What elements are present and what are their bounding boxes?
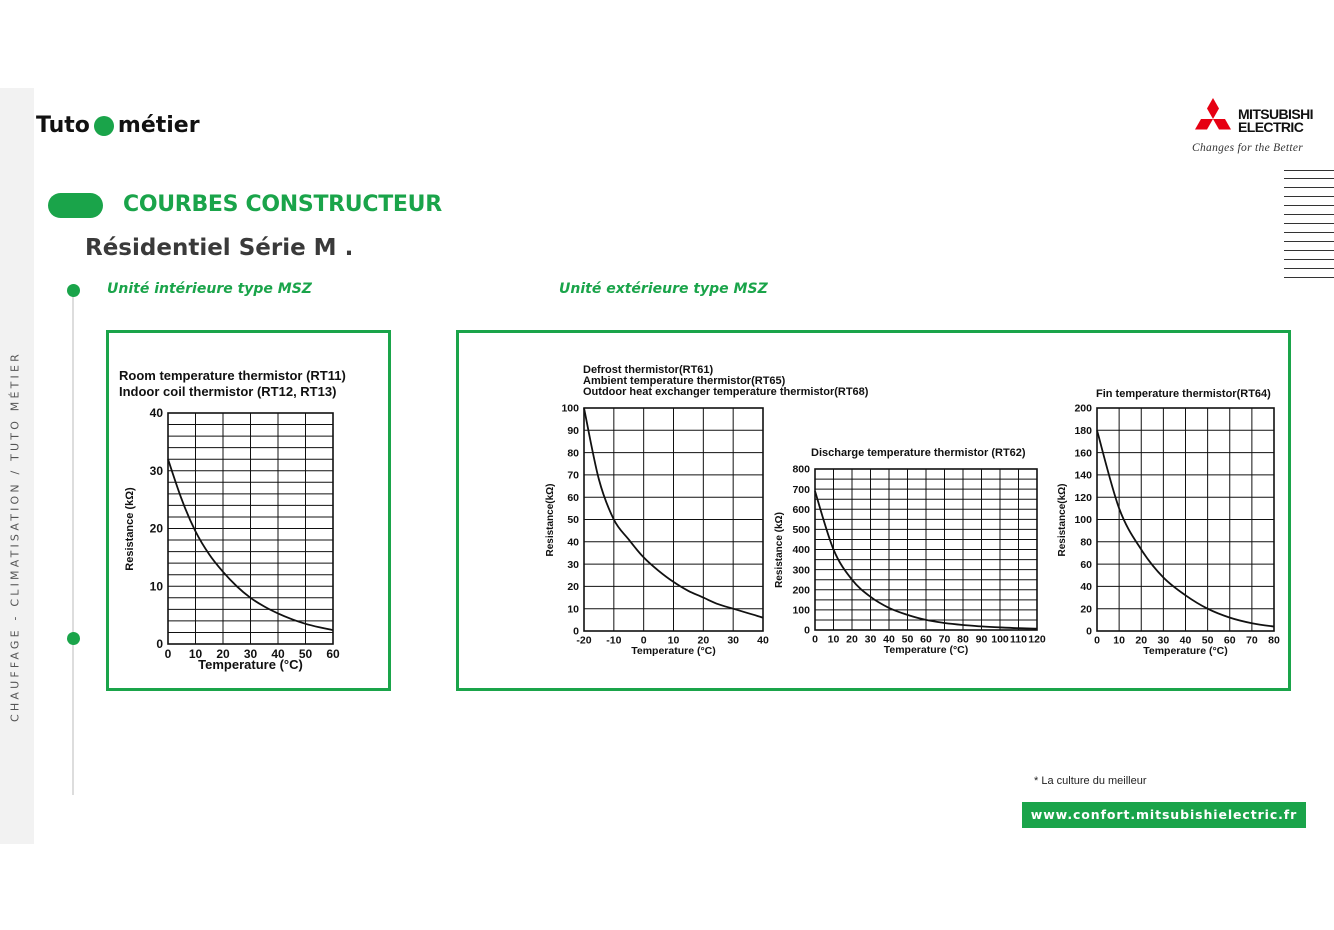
website-link[interactable]: www.confort.mitsubishielectric.fr	[1022, 802, 1306, 828]
x-tick-label: 50	[901, 633, 914, 646]
x-tick-label: 60	[326, 647, 340, 661]
x-tick-label: 70	[938, 633, 951, 646]
y-tick-label: 0	[804, 624, 810, 637]
y-tick-label: 20	[149, 521, 163, 536]
y-tick-label: 30	[149, 463, 163, 478]
x-tick-label: 0	[1094, 634, 1100, 647]
logo-word-2: ELECTRIC	[1238, 119, 1304, 135]
x-axis-label: Temperature (°C)	[198, 657, 303, 672]
y-tick-label: 120	[1074, 491, 1092, 504]
x-tick-label: 50	[1201, 634, 1214, 647]
x-tick-label: 40	[883, 633, 895, 646]
x-tick-label: 10	[188, 647, 203, 661]
brand-word-right: métier	[117, 113, 200, 138]
y-tick-label: 90	[567, 424, 579, 437]
x-tick-label: 20	[216, 647, 230, 661]
decor-line	[1284, 178, 1334, 179]
x-tick-label: 40	[757, 634, 769, 647]
x-tick-label: 30	[243, 647, 258, 661]
x-tick-label: 90	[975, 633, 988, 646]
y-tick-label: 20	[567, 581, 579, 594]
y-tick-label: 300	[792, 564, 810, 577]
subtitle-outdoor: Unité extérieure type MSZ	[559, 281, 768, 297]
chart-title: Outdoor heat exchanger temperature thermistor(RT68)	[583, 386, 869, 398]
decor-line	[1284, 214, 1334, 215]
x-tick-label: 70	[1246, 634, 1258, 647]
y-tick-label: 100	[792, 604, 810, 617]
x-tick-label: 80	[957, 633, 969, 646]
y-tick-label: 800	[792, 463, 810, 476]
decor-line	[1284, 223, 1334, 224]
x-tick-label: 0	[164, 647, 172, 661]
x-tick-label: 30	[1157, 634, 1170, 647]
y-tick-label: 0	[1086, 625, 1092, 638]
y-tick-label: 20	[1080, 603, 1092, 616]
decor-line	[1284, 241, 1334, 242]
timeline-line	[72, 290, 74, 795]
x-tick-label: -20	[576, 634, 592, 647]
y-tick-label: 140	[1074, 469, 1092, 482]
y-tick-label: 200	[1074, 402, 1092, 415]
chart-title: Defrost thermistor(RT61)	[583, 364, 714, 376]
x-tick-label: 120	[1028, 633, 1046, 646]
x-tick-label: 20	[846, 633, 858, 646]
y-tick-label: 600	[792, 503, 810, 516]
y-axis-label: Resistance (kΩ)	[124, 487, 136, 571]
y-tick-label: 0	[573, 625, 579, 638]
y-tick-label: 400	[792, 544, 810, 557]
y-tick-label: 100	[561, 402, 579, 415]
decor-line	[1284, 250, 1334, 251]
y-tick-label: 160	[1074, 447, 1092, 460]
page-title: Résidentiel Série M .	[85, 235, 354, 261]
x-tick-label: 60	[920, 633, 932, 646]
mitsubishi-logo	[1192, 98, 1327, 156]
decor-line	[1284, 196, 1334, 197]
chart-title: Indoor coil thermistor (RT12, RT13)	[119, 384, 337, 399]
y-tick-label: 40	[149, 406, 163, 421]
x-axis-label: Temperature (°C)	[1143, 645, 1228, 657]
y-tick-label: 50	[567, 514, 579, 527]
x-tick-label: -10	[606, 634, 622, 647]
x-tick-label: 0	[640, 634, 647, 647]
x-axis-label: Temperature (°C)	[631, 645, 716, 657]
y-tick-label: 10	[149, 579, 163, 594]
decor-line	[1284, 187, 1334, 188]
outdoor-charts	[459, 333, 1288, 688]
y-tick-label: 60	[1080, 558, 1092, 571]
y-tick-label: 40	[567, 536, 579, 549]
x-tick-label: 110	[1010, 633, 1027, 646]
x-tick-label: 40	[271, 647, 285, 661]
brand-tuto-metier	[36, 113, 200, 138]
y-tick-label: 70	[567, 469, 579, 482]
timeline-dot-top	[67, 284, 80, 297]
decor-line	[1284, 277, 1334, 278]
y-tick-label: 200	[792, 584, 810, 597]
x-tick-label: 30	[727, 634, 740, 647]
decor-line	[1284, 205, 1334, 206]
x-tick-label: 20	[1135, 634, 1148, 647]
y-tick-label: 10	[567, 603, 579, 616]
decor-line	[1284, 232, 1334, 233]
x-tick-label: 30	[864, 633, 877, 646]
y-tick-label: 80	[1080, 536, 1092, 549]
x-tick-label: 80	[1268, 634, 1280, 647]
x-tick-label: 50	[298, 647, 313, 661]
x-tick-label: 10	[1113, 634, 1125, 647]
x-tick-label: 100	[991, 633, 1009, 646]
y-tick-label: 0	[156, 637, 163, 652]
decor-line	[1284, 268, 1334, 269]
y-tick-label: 80	[567, 447, 579, 460]
x-tick-label: 0	[812, 633, 818, 646]
footnote: * La culture du meilleur	[1034, 775, 1147, 787]
section-title: COURBES CONSTRUCTEUR	[123, 192, 442, 217]
y-tick-label: 100	[1074, 514, 1092, 527]
y-tick-label: 500	[792, 524, 810, 537]
x-tick-label: 20	[697, 634, 710, 647]
subtitle-indoor: Unité intérieure type MSZ	[107, 281, 312, 297]
y-tick-label: 40	[1080, 581, 1092, 594]
y-tick-label: 60	[567, 491, 579, 504]
indoor-chart-frame	[106, 330, 391, 691]
chart-title: Room temperature thermistor (RT11)	[119, 368, 346, 383]
decor-line	[1284, 170, 1334, 171]
y-axis-label: Resistance(kΩ)	[545, 483, 556, 557]
x-axis-label: Temperature (°C)	[883, 644, 969, 656]
timeline-dot-bottom	[67, 632, 80, 645]
y-axis-label: Resistance(kΩ)	[1057, 483, 1068, 557]
outdoor-charts-frame	[456, 330, 1291, 691]
logo-word-1: MITSUBISHI	[1238, 106, 1313, 122]
logo-tagline: Changes for the Better	[1192, 142, 1304, 154]
sidebar-vertical-text: CHAUFFAGE - CLIMATISATION / TUTO MÉTIER	[8, 351, 22, 722]
y-tick-label: 30	[567, 558, 579, 571]
y-tick-label: 700	[792, 483, 810, 496]
chart-title: Ambient temperature thermistor(RT65)	[583, 375, 786, 387]
x-tick-label: 40	[1179, 634, 1192, 647]
decor-line	[1284, 259, 1334, 260]
chart-title: Discharge temperature thermistor (RT62)	[811, 447, 1026, 459]
x-tick-label: 10	[827, 633, 840, 646]
y-axis-label: Resistance (kΩ)	[774, 512, 785, 588]
brand-dot-icon	[94, 116, 114, 136]
y-tick-label: 180	[1074, 424, 1092, 437]
chart-title: Fin temperature thermistor(RT64)	[1096, 388, 1271, 400]
three-diamonds-icon	[1192, 98, 1234, 136]
section-pill	[48, 193, 103, 218]
brand-word-left: Tuto	[36, 113, 90, 138]
x-tick-label: 60	[1223, 634, 1236, 647]
indoor-chart	[109, 333, 388, 688]
x-tick-label: 10	[667, 634, 680, 647]
